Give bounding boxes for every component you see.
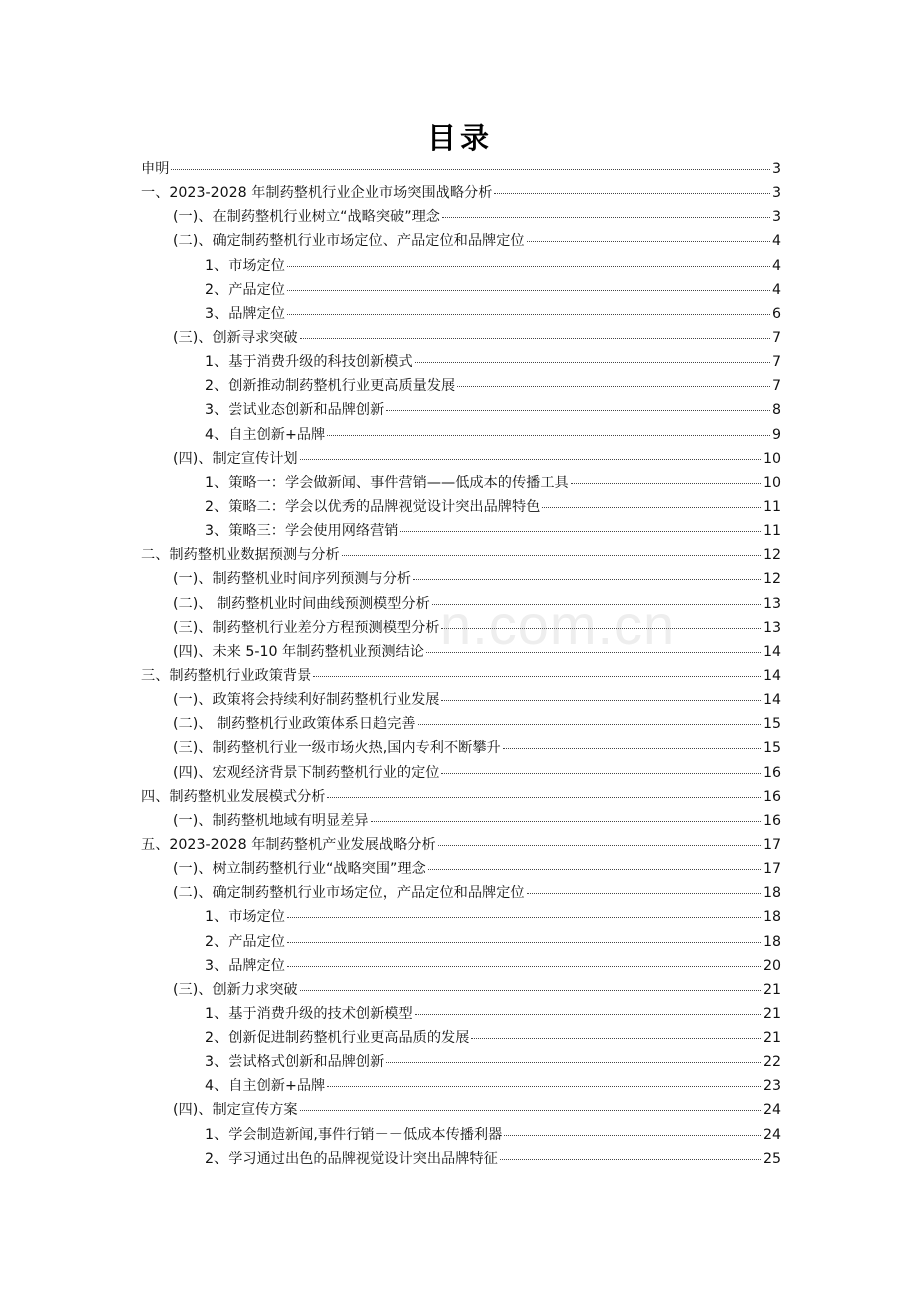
toc-page-number: 14 xyxy=(762,692,781,709)
toc-page-number: 13 xyxy=(762,595,781,612)
toc-entry[interactable] xyxy=(141,761,781,785)
toc-page-number: 7 xyxy=(771,329,781,346)
toc-page-number: 6 xyxy=(771,305,781,322)
toc-entry-label: 1、市场定位 xyxy=(205,257,285,274)
toc-page-number: 4 xyxy=(771,257,781,274)
toc-entry[interactable] xyxy=(141,229,781,253)
toc-entry[interactable] xyxy=(141,181,781,205)
toc-page-number: 21 xyxy=(762,1005,781,1022)
toc-entry[interactable] xyxy=(141,350,781,374)
toc-page-number: 15 xyxy=(762,716,781,733)
dot-leader xyxy=(171,168,770,170)
toc-page-number: 17 xyxy=(762,861,781,878)
toc-entry[interactable] xyxy=(141,1050,781,1074)
toc-entry[interactable] xyxy=(141,857,781,881)
toc-page-number: 12 xyxy=(762,571,781,588)
toc-entry[interactable] xyxy=(141,1147,781,1171)
toc-entry-label: (二)、 制药整机行业政策体系日趋完善 xyxy=(173,716,416,733)
dot-leader xyxy=(371,820,761,822)
dot-leader xyxy=(426,651,761,653)
toc-entry-label: 3、尝试业态创新和品牌创新 xyxy=(205,402,385,419)
toc-page-number: 7 xyxy=(771,378,781,395)
dot-leader xyxy=(418,723,761,725)
dot-leader xyxy=(287,313,770,315)
toc-entry[interactable] xyxy=(141,785,781,809)
toc-entry-label: 一、2023-2028 年制药整机行业企业市场突围战略分析 xyxy=(141,185,493,202)
toc-entry-label: (二)、 制药整机业时间曲线预测模型分析 xyxy=(173,595,430,612)
toc-entry[interactable] xyxy=(141,1026,781,1050)
toc-entry-label: 4、自主创新+品牌 xyxy=(205,426,326,443)
toc-entry-label: 四、制药整机业发展模式分析 xyxy=(141,788,326,805)
dot-leader xyxy=(400,530,760,532)
toc-entry-label: (二)、确定制药整机行业市场定位、产品定位和品牌定位 xyxy=(173,233,525,250)
toc-entry-label: (四)、未来 5-10 年制药整机业预测结论 xyxy=(173,643,424,660)
toc-page-number: 4 xyxy=(771,281,781,298)
toc-page-number: 12 xyxy=(762,547,781,564)
watermark: n.com.cn xyxy=(440,593,676,656)
toc-page-number: 16 xyxy=(762,812,781,829)
dot-leader xyxy=(313,675,761,677)
toc-entry[interactable] xyxy=(141,881,781,905)
toc-page-number: 14 xyxy=(762,667,781,684)
toc-entry-label: (三)、制药整机行业一级市场火热,国内专利不断攀升 xyxy=(173,740,501,757)
toc-page-number: 21 xyxy=(762,981,781,998)
toc-entry[interactable] xyxy=(141,1123,781,1147)
toc-page-number: 16 xyxy=(762,788,781,805)
toc-entry[interactable] xyxy=(141,688,781,712)
toc-entry-label: 2、学习通过出色的品牌视觉设计突出品牌特征 xyxy=(205,1150,498,1167)
toc-page-number: 3 xyxy=(771,209,781,226)
toc-title: 目录 xyxy=(426,121,493,155)
toc-entry-label: 3、品牌定位 xyxy=(205,305,285,322)
dot-leader xyxy=(441,772,760,774)
toc-entry-label: 1、学会制造新闻,事件行销－－低成本传播利器 xyxy=(205,1126,503,1143)
toc-entry[interactable] xyxy=(141,1002,781,1026)
toc-entry[interactable] xyxy=(141,640,781,664)
toc-entry[interactable] xyxy=(141,736,781,760)
dot-leader xyxy=(287,916,761,918)
toc-entry-label: (四)、制定宣传计划 xyxy=(173,450,298,467)
toc-entry-label: (一)、在制药整机行业树立“战略突破”理念 xyxy=(173,209,440,226)
dot-leader xyxy=(327,796,760,798)
toc-entry-label: (三)、创新寻求突破 xyxy=(173,329,298,346)
toc-page-number: 24 xyxy=(762,1102,781,1119)
dot-leader xyxy=(300,458,761,460)
toc-page-number: 8 xyxy=(771,402,781,419)
toc-page-number: 20 xyxy=(762,957,781,974)
toc-entry-label: 2、产品定位 xyxy=(205,281,285,298)
dot-leader xyxy=(441,627,760,629)
dot-leader xyxy=(287,941,761,943)
toc-entry-label: 1、基于消费升级的科技创新模式 xyxy=(205,354,413,371)
toc-entry[interactable] xyxy=(141,567,781,591)
toc-entry[interactable] xyxy=(141,278,781,302)
dot-leader xyxy=(386,409,770,411)
toc-page-number: 15 xyxy=(762,740,781,757)
toc-page-number: 9 xyxy=(771,426,781,443)
toc-entry-label: 三、制药整机行业政策背景 xyxy=(141,667,312,684)
dot-leader xyxy=(457,385,770,387)
toc-page-number: 10 xyxy=(762,474,781,491)
toc-entry[interactable] xyxy=(141,423,781,447)
toc-entry[interactable] xyxy=(141,1098,781,1122)
toc-entry-label: 2、策略二：学会以优秀的品牌视觉设计突出品牌特色 xyxy=(205,498,541,515)
toc-entry[interactable] xyxy=(141,519,781,543)
toc-page-number: 7 xyxy=(771,354,781,371)
toc-page-number: 11 xyxy=(762,523,781,540)
toc-page-number: 16 xyxy=(762,764,781,781)
toc-entry-label: 3、策略三：学会使用网络营销 xyxy=(205,523,399,540)
toc-entry[interactable] xyxy=(141,447,781,471)
toc-entry[interactable] xyxy=(141,930,781,954)
toc-entry-label: 1、市场定位 xyxy=(205,909,285,926)
toc-page-number: 18 xyxy=(762,909,781,926)
toc-page-number: 13 xyxy=(762,619,781,636)
toc-page-number: 23 xyxy=(762,1078,781,1095)
toc-entry-label: (四)、制定宣传方案 xyxy=(173,1102,298,1119)
dot-leader xyxy=(300,989,761,991)
toc-entry[interactable] xyxy=(141,374,781,398)
dot-leader xyxy=(300,1109,761,1111)
dot-leader xyxy=(571,482,761,484)
toc-entry[interactable] xyxy=(141,978,781,1002)
dot-leader xyxy=(327,434,770,436)
toc-page-number: 22 xyxy=(762,1054,781,1071)
toc-entry[interactable] xyxy=(141,543,781,567)
toc-entry[interactable] xyxy=(141,398,781,422)
dot-leader xyxy=(413,578,761,580)
dot-leader xyxy=(504,1134,761,1136)
toc-page-number: 18 xyxy=(762,885,781,902)
toc-entry-label: 4、自主创新+品牌 xyxy=(205,1078,326,1095)
toc-entry[interactable] xyxy=(141,833,781,857)
toc-entry[interactable] xyxy=(141,1074,781,1098)
toc-entry[interactable] xyxy=(141,809,781,833)
dot-leader xyxy=(342,554,761,556)
toc-entry-label: (一)、树立制药整机行业“战略突围”理念 xyxy=(173,861,426,878)
toc-page-number: 17 xyxy=(762,836,781,853)
toc-entry[interactable] xyxy=(141,205,781,229)
toc-entry-label: (一)、制药整机业时间序列预测与分析 xyxy=(173,571,412,588)
toc-page-number: 3 xyxy=(771,161,781,177)
dot-leader xyxy=(438,844,761,846)
toc-page-number: 18 xyxy=(762,933,781,950)
toc-entry-label: (一)、政策将会持续利好制药整机行业发展 xyxy=(173,692,440,709)
toc-entry[interactable] xyxy=(141,471,781,495)
dot-leader xyxy=(442,216,770,218)
dot-leader xyxy=(327,1085,761,1087)
toc-page-number: 25 xyxy=(762,1150,781,1167)
toc-entry[interactable] xyxy=(141,302,781,326)
dot-leader xyxy=(428,868,761,870)
dot-leader xyxy=(527,892,761,894)
toc-entry-label: 二、制药整机业数据预测与分析 xyxy=(141,547,340,564)
dot-leader xyxy=(494,192,770,194)
toc-entry-label: (三)、创新力求突破 xyxy=(173,981,298,998)
toc-page-number: 11 xyxy=(762,498,781,515)
dot-leader xyxy=(471,1037,761,1039)
toc-entry-label: 五、2023-2028 年制药整机产业发展战略分析 xyxy=(141,836,436,853)
dot-leader xyxy=(415,1013,761,1015)
toc-entry-label: 申明 xyxy=(141,161,170,177)
toc-page-number: 21 xyxy=(762,1030,781,1047)
toc-entry[interactable] xyxy=(141,495,781,519)
dot-leader xyxy=(287,265,770,267)
toc-entry-label: 3、尝试格式创新和品牌创新 xyxy=(205,1054,385,1071)
toc-entry-label: 2、产品定位 xyxy=(205,933,285,950)
toc-entry[interactable] xyxy=(141,157,781,181)
toc-entry-label: 3、品牌定位 xyxy=(205,957,285,974)
dot-leader xyxy=(386,1061,761,1063)
dot-leader xyxy=(542,506,761,508)
toc-entry-label: 1、策略一：学会做新闻、事件营销——低成本的传播工具 xyxy=(205,474,569,491)
toc-entry[interactable] xyxy=(141,905,781,929)
dot-leader xyxy=(441,699,760,701)
toc-entry[interactable] xyxy=(141,592,781,616)
toc-entry-label: 1、基于消费升级的技术创新模型 xyxy=(205,1005,413,1022)
toc-page-number: 14 xyxy=(762,643,781,660)
dot-leader xyxy=(527,240,770,242)
toc-entry[interactable] xyxy=(141,326,781,350)
toc-entry[interactable] xyxy=(141,616,781,640)
toc-entry-label: 2、创新促进制药整机行业更高品质的发展 xyxy=(205,1030,470,1047)
toc-page-number: 3 xyxy=(771,185,781,202)
table-of-contents xyxy=(141,157,781,1171)
toc-page-number: 4 xyxy=(771,233,781,250)
toc-entry-label: (一)、制药整机地域有明显差异 xyxy=(173,812,369,829)
dot-leader xyxy=(503,747,761,749)
toc-entry[interactable] xyxy=(141,954,781,978)
toc-page-number: 24 xyxy=(762,1126,781,1143)
toc-entry[interactable] xyxy=(141,254,781,278)
toc-entry-label: 2、创新推动制药整机行业更高质量发展 xyxy=(205,378,456,395)
toc-entry-label: (三)、制药整机行业差分方程预测模型分析 xyxy=(173,619,440,636)
dot-leader xyxy=(300,337,770,339)
dot-leader xyxy=(287,965,761,967)
toc-entry[interactable] xyxy=(141,712,781,736)
toc-entry-label: (四)、宏观经济背景下制药整机行业的定位 xyxy=(173,764,440,781)
dot-leader xyxy=(500,1158,761,1160)
toc-entry[interactable] xyxy=(141,664,781,688)
toc-page-number: 10 xyxy=(762,450,781,467)
dot-leader xyxy=(432,603,761,605)
dot-leader xyxy=(415,361,770,363)
dot-leader xyxy=(287,289,770,291)
toc-entry-label: (二)、确定制药整机行业市场定位，产品定位和品牌定位 xyxy=(173,885,525,902)
